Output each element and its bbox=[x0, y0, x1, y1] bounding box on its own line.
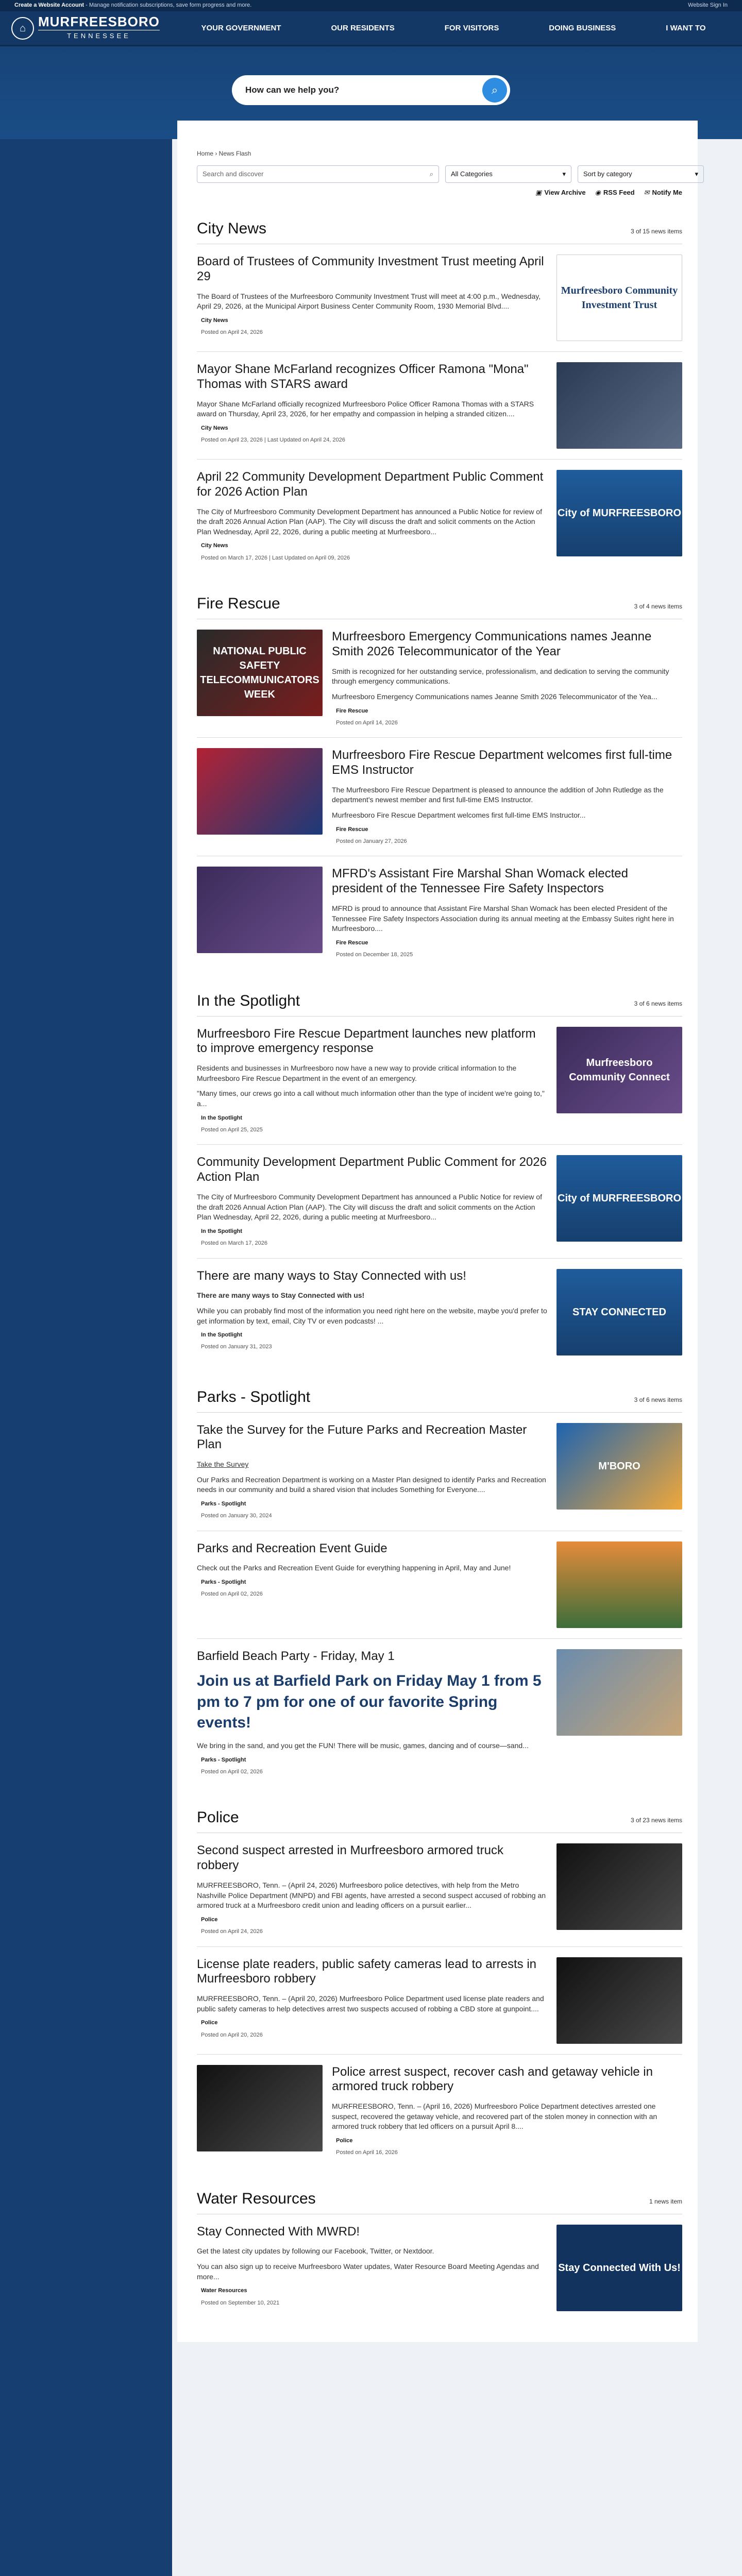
news-item-thumbnail[interactable] bbox=[556, 1649, 682, 1736]
section-header bbox=[197, 593, 682, 619]
news-item-body bbox=[197, 1423, 547, 1520]
logo-line1: MURFREESBORO bbox=[38, 14, 160, 30]
news-item-body bbox=[197, 1155, 547, 1247]
news-item-category: Parks - Spotlight bbox=[201, 1756, 246, 1763]
nav-item-4[interactable]: I WANT TO bbox=[666, 24, 706, 32]
news-item-summary: The Board of Trustees of the Murfreesboro Community Investment Trust will meet at 4:00 p.m., Wednesday, April 29, 2026, at the Municipal Airport Business Center Community Room, 1930 Memorial Blvd.... bbox=[197, 292, 541, 311]
news-item bbox=[197, 1947, 682, 2055]
news-item bbox=[197, 1413, 682, 1531]
section-title: City News bbox=[197, 219, 267, 237]
news-item bbox=[197, 1639, 682, 1787]
section-count: 3 of 6 news items bbox=[634, 1396, 682, 1403]
news-item bbox=[197, 619, 682, 738]
envelope-icon: ✉ bbox=[644, 188, 650, 196]
section-title: In the Spotlight bbox=[197, 992, 300, 1009]
news-item bbox=[197, 1016, 682, 1145]
news-item-body bbox=[332, 2065, 682, 2157]
news-item bbox=[197, 352, 682, 460]
news-item-summary-2: Murfreesboro Emergency Communications names Jeanne Smith 2026 Telecommunicator of the Yea... bbox=[332, 692, 657, 701]
news-item-category: Fire Rescue bbox=[336, 707, 368, 714]
news-section bbox=[197, 1807, 682, 2167]
section-count: 3 of 23 news items bbox=[630, 1817, 682, 1824]
news-item-summary: MFRD is proud to announce that Assistant Fire Marshal Shan Womack has been elected President of the Tennessee Fire Safety Inspectors Association during its annual meeting at the Embassy Suites right here in Murfreesboro.... bbox=[332, 904, 674, 933]
news-flash-main bbox=[177, 121, 698, 2342]
news-item-date: Posted on April 14, 2026 bbox=[336, 719, 398, 726]
news-item-summary-2: While you can probably find most of the information you need right here on the website, maybe you'd prefer to get information by text, email, City TV or even podcasts! ... bbox=[197, 1306, 547, 1325]
news-item-thumbnail[interactable] bbox=[556, 1843, 682, 1930]
news-item-thumbnail[interactable] bbox=[197, 867, 323, 953]
news-item-date: Posted on April 23, 2026 | Last Updated on April 24, 2026 bbox=[201, 437, 345, 444]
news-item-thumbnail[interactable] bbox=[197, 2065, 323, 2151]
news-item-category: City News bbox=[201, 425, 228, 431]
create-account-desc: - Manage notification subscriptions, save form progress and more. bbox=[84, 2, 252, 9]
section-header bbox=[197, 1386, 682, 1413]
section-count: 1 news item bbox=[649, 2197, 682, 2205]
news-item bbox=[197, 856, 682, 969]
news-item-body bbox=[197, 2225, 547, 2311]
news-item-body bbox=[197, 1649, 547, 1776]
top-bar bbox=[0, 0, 742, 11]
notify-me-link[interactable] bbox=[644, 188, 682, 197]
news-item-summary: MURFREESBORO, Tenn. – (April 20, 2026) Murfreesboro Police Department used license plate readers and public safety cameras to help detectives arrest two suspects accused of robbing a CBD store at gunpoint.... bbox=[197, 1994, 544, 2013]
news-item-date: Posted on September 10, 2021 bbox=[201, 2299, 280, 2306]
news-item-summary: Get the latest city updates by following our Facebook, Twitter, or Nextdoor. bbox=[197, 2247, 434, 2256]
archive-icon: ▣ bbox=[535, 188, 542, 196]
site-search[interactable] bbox=[232, 75, 510, 105]
news-item bbox=[197, 1259, 682, 1366]
news-item-category: Police bbox=[201, 2020, 218, 2026]
news-item-date: Posted on April 20, 2026 bbox=[201, 2031, 263, 2038]
view-archive-label: View Archive bbox=[544, 188, 586, 196]
news-item-thumbnail[interactable]: City of MURFREESBORO bbox=[556, 470, 682, 556]
rss-icon: ◉ bbox=[595, 188, 601, 196]
news-item-date: Posted on January 27, 2026 bbox=[336, 838, 407, 845]
news-item-summary: We bring in the sand, and you get the FUN! There will be music, games, dancing and of course—sand... bbox=[197, 1741, 529, 1750]
news-section bbox=[197, 990, 682, 1366]
news-item-category: City News bbox=[201, 543, 228, 549]
news-item bbox=[197, 738, 682, 856]
rss-feed-link[interactable] bbox=[595, 188, 635, 197]
news-item-summary-2: "Many times, our crews go into a call without much information other than the type of incident we're going to," a... bbox=[197, 1089, 545, 1108]
chevron-down-icon: ▾ bbox=[562, 170, 566, 178]
section-title: Police bbox=[197, 1809, 239, 1826]
logo-line2: TENNESSEE bbox=[38, 30, 160, 41]
news-item-title[interactable]: Take the Survey for the Future Parks and Recreation Master Plan bbox=[197, 1422, 527, 1452]
nav-item-0[interactable]: YOUR GOVERNMENT bbox=[201, 24, 281, 32]
nav-item-3[interactable]: DOING BUSINESS bbox=[549, 24, 616, 32]
news-item-thumbnail[interactable] bbox=[197, 748, 323, 835]
news-item-category: Parks - Spotlight bbox=[201, 1500, 246, 1507]
section-header bbox=[197, 2188, 682, 2214]
news-item-thumbnail[interactable]: NATIONAL PUBLIC SAFETY TELECOMMUNICATORS WEEK bbox=[197, 630, 323, 716]
news-item-body bbox=[197, 470, 547, 562]
news-item-body bbox=[197, 1541, 547, 1628]
category-select-value: All Categories bbox=[451, 170, 493, 178]
news-item-summary: Smith is recognized for her outstanding service, professionalism, and dedication to serving the community through emergency communications. bbox=[332, 667, 669, 686]
news-item-thumbnail[interactable]: M'BORO bbox=[556, 1423, 682, 1510]
news-item-body bbox=[197, 1027, 547, 1134]
news-item-summary: Our Parks and Recreation Department is working on a Master Plan designed to identify Parks and Recreation needs in our community and build a shared vision that includes Something for Everyone.... bbox=[197, 1475, 546, 1494]
news-section bbox=[197, 593, 682, 969]
news-item-date: Posted on April 25, 2025 bbox=[201, 1126, 263, 1133]
news-section bbox=[197, 2188, 682, 2321]
search-icon[interactable]: ⌕ bbox=[482, 78, 507, 103]
news-item-date: Posted on January 31, 2023 bbox=[201, 1344, 272, 1350]
news-item-title[interactable]: There are many ways to Stay Connected with us! bbox=[197, 1268, 466, 1283]
news-item-body bbox=[197, 1957, 547, 2044]
news-item-summary: The Murfreesboro Fire Rescue Department is pleased to announce the addition of John Rutledge as the department's newest member and first full-time EMS Instructor. bbox=[332, 785, 664, 804]
news-item-title[interactable]: Second suspect arrested in Murfreesboro armored truck robbery bbox=[197, 1843, 503, 1873]
section-title: Water Resources bbox=[197, 2190, 316, 2207]
main-nav bbox=[176, 20, 731, 37]
news-item-date: Posted on March 17, 2026 | Last Updated on April 09, 2026 bbox=[201, 554, 350, 561]
news-item-category: City News bbox=[201, 317, 228, 324]
news-item bbox=[197, 2055, 682, 2167]
notify-me-label: Notify Me bbox=[652, 188, 682, 196]
sign-in-link[interactable]: Website Sign In bbox=[688, 2, 728, 9]
news-item-date: Posted on March 17, 2026 bbox=[201, 1240, 268, 1247]
news-item-title[interactable]: Murfreesboro Emergency Communications names Jeanne Smith 2026 Telecommunicator of the Year bbox=[332, 630, 652, 658]
sort-select[interactable] bbox=[578, 165, 704, 183]
news-item-summary: Mayor Shane McFarland officially recognized Murfreesboro Police Officer Ramona Thomas with a STARS award on Thursday, April 23, 2026, for her empathy and compassion in helping a stranded citizen.... bbox=[197, 399, 534, 418]
news-item-title[interactable]: Murfreesboro Fire Rescue Department welcomes first full-time EMS Instructor bbox=[332, 748, 672, 777]
news-item-body bbox=[332, 630, 682, 727]
section-header bbox=[197, 1807, 682, 1833]
news-item-title[interactable]: Mayor Shane McFarland recognizes Officer Ramona "Mona" Thomas with STARS award bbox=[197, 362, 529, 391]
news-item-summary: Residents and businesses in Murfreesboro now have a new way to provide critical information to the Murfreesboro Fire Rescue Department in the event of an emergency. bbox=[197, 1064, 517, 1082]
news-item-category: Parks - Spotlight bbox=[201, 1579, 246, 1586]
news-item bbox=[197, 1145, 682, 1258]
news-item-title[interactable]: MFRD's Assistant Fire Marshal Shan Womack elected president of the Tennessee Fire Safety Inspectors bbox=[332, 867, 628, 896]
news-item-category: In the Spotlight bbox=[201, 1332, 243, 1338]
news-item-body bbox=[332, 748, 682, 845]
chevron-down-icon: ▾ bbox=[695, 170, 698, 178]
news-item-thumbnail[interactable]: City of MURFREESBORO bbox=[556, 1155, 682, 1242]
news-item-thumbnail[interactable]: STAY CONNECTED bbox=[556, 1269, 682, 1355]
view-archive-link[interactable] bbox=[535, 188, 586, 197]
news-item-title[interactable]: License plate readers, public safety cameras lead to arrests in Murfreesboro robbery bbox=[197, 1957, 537, 1986]
site-header bbox=[0, 11, 742, 46]
section-count: 3 of 15 news items bbox=[630, 227, 682, 235]
news-item-body bbox=[197, 1843, 547, 1936]
news-item-headline: Join us at Barfield Park on Friday May 1 from 5 pm to 7 pm for one of our favorite Spring events! bbox=[197, 1672, 542, 1732]
news-item-summary: MURFREESBORO, Tenn. – (April 24, 2026) Murfreesboro police detectives, with help from the Metro Nashville Police Department (MNPD) and FBI agents, have arrested a second suspect accused of robbing an armored truck at a Murfreesboro credit union and leading officers on a pursuit earlier... bbox=[197, 1880, 546, 1910]
news-item bbox=[197, 2214, 682, 2321]
news-item-summary: MURFREESBORO, Tenn. – (April 16, 2026) Murfreesboro Police Department detectives arrested one suspect, recovered the getaway vehicle, and recovered part of the stolen money in connection with an armored truck robbery that led officers on a pursuit April 8.... bbox=[332, 2102, 657, 2131]
news-item bbox=[197, 1531, 682, 1639]
news-item-category: Fire Rescue bbox=[336, 826, 368, 833]
news-item-title[interactable]: Stay Connected With MWRD! bbox=[197, 2224, 360, 2239]
section-count: 3 of 4 news items bbox=[634, 603, 682, 611]
nav-item-1[interactable]: OUR RESIDENTS bbox=[331, 24, 395, 32]
breadcrumb[interactable]: Home › News Flash bbox=[197, 150, 251, 157]
search-input[interactable]: How can we help you? bbox=[245, 85, 340, 95]
news-item-date: Posted on December 18, 2025 bbox=[336, 952, 413, 958]
site-logo[interactable] bbox=[11, 15, 176, 41]
news-item-title[interactable]: Barfield Beach Party - Friday, May 1 bbox=[197, 1649, 395, 1663]
news-item-summary: The City of Murfreesboro Community Development Department has announced a Public Notice for review of the draft 2026 Annual Action Plan (AAP). The City will discuss the draft and solicit comments on the Action Plan Wednesday, April 22, 2026, during a public meeting at Murfreesboro... bbox=[197, 1192, 542, 1222]
news-item-title[interactable]: Community Development Department Public Comment for 2026 Action Plan bbox=[197, 1155, 547, 1184]
news-item bbox=[197, 244, 682, 352]
news-item-category: Police bbox=[201, 1916, 218, 1923]
news-item-summary-2: You can also sign up to receive Murfreesboro Water updates, Water Resource Board Meeting Agendas and more... bbox=[197, 2262, 539, 2281]
news-item-category: In the Spotlight bbox=[201, 1114, 243, 1121]
news-item-category: Fire Rescue bbox=[336, 939, 368, 946]
news-item-body bbox=[197, 362, 547, 449]
news-item-category: Police bbox=[336, 2137, 353, 2144]
category-select[interactable] bbox=[445, 165, 571, 183]
news-search-input[interactable] bbox=[197, 165, 439, 183]
news-item-thumbnail[interactable] bbox=[556, 1541, 682, 1628]
news-item-title[interactable]: Parks and Recreation Event Guide bbox=[197, 1541, 387, 1555]
news-item-thumbnail[interactable] bbox=[556, 362, 682, 449]
news-item-thumbnail[interactable]: Stay Connected With Us! bbox=[556, 2225, 682, 2311]
rss-feed-label: RSS Feed bbox=[603, 188, 635, 196]
news-item bbox=[197, 460, 682, 572]
news-item-body bbox=[332, 867, 682, 959]
news-item-link[interactable]: Take the Survey bbox=[197, 1460, 249, 1469]
news-item bbox=[197, 1833, 682, 1946]
section-title: Parks - Spotlight bbox=[197, 1388, 311, 1405]
news-item-date: Posted on April 24, 2026 bbox=[201, 1928, 263, 1935]
news-item-summary-2: Murfreesboro Fire Rescue Department welcomes first full-time EMS Instructor... bbox=[332, 811, 586, 820]
section-count: 3 of 6 news items bbox=[634, 999, 682, 1007]
create-account-link[interactable]: Create a Website Account bbox=[14, 2, 85, 9]
left-sidebar bbox=[0, 139, 172, 2576]
search-icon[interactable]: ⌕ bbox=[429, 170, 433, 178]
sort-select-value: Sort by category bbox=[583, 170, 632, 178]
news-item-summary: The City of Murfreesboro Community Development Department has announced a Public Notice for review of the draft 2026 Annual Action Plan (AAP). The City will discuss the draft and solicit comments on the Action Plan Wednesday, April 22, 2026, during a public meeting at Murfreesboro... bbox=[197, 507, 542, 536]
news-item-body bbox=[197, 1269, 547, 1355]
section-title: Fire Rescue bbox=[197, 595, 280, 613]
news-item-date: Posted on April 02, 2026 bbox=[201, 1768, 263, 1775]
news-item-date: Posted on April 02, 2026 bbox=[201, 1591, 263, 1598]
news-item-date: Posted on April 24, 2026 bbox=[201, 329, 263, 336]
section-header bbox=[197, 990, 682, 1016]
news-item-body bbox=[197, 255, 547, 341]
news-item-title[interactable]: Police arrest suspect, recover cash and getaway vehicle in armored truck robbery bbox=[332, 2064, 653, 2094]
news-item-thumbnail[interactable]: Murfreesboro Community Investment Trust bbox=[556, 255, 682, 341]
news-item-title[interactable]: Murfreesboro Fire Rescue Department launches new platform to improve emergency response bbox=[197, 1026, 536, 1056]
news-item-summary: Check out the Parks and Recreation Event Guide for everything happening in April, May and June! bbox=[197, 1564, 511, 1572]
news-item-date: Posted on April 16, 2026 bbox=[336, 2149, 398, 2156]
news-item-title[interactable]: April 22 Community Development Department Public Comment for 2026 Action Plan bbox=[197, 469, 544, 499]
section-header bbox=[197, 218, 682, 244]
nav-item-2[interactable]: FOR VISITORS bbox=[444, 24, 499, 32]
news-item-summary: There are many ways to Stay Connected with us! bbox=[197, 1291, 365, 1300]
news-section bbox=[197, 1386, 682, 1787]
news-item-category: Water Resources bbox=[201, 2287, 247, 2294]
news-item-thumbnail[interactable]: Murfreesboro Community Connect bbox=[556, 1027, 682, 1113]
news-item-category: In the Spotlight bbox=[201, 1228, 243, 1234]
news-item-date: Posted on January 30, 2024 bbox=[201, 1513, 272, 1519]
news-search-placeholder: Search and discover bbox=[203, 170, 264, 178]
news-item-title[interactable]: Board of Trustees of Community Investment Trust meeting April 29 bbox=[197, 254, 544, 283]
news-section bbox=[197, 218, 682, 572]
news-item-thumbnail[interactable] bbox=[556, 1957, 682, 2044]
city-seal-icon: ⌂ bbox=[11, 17, 34, 40]
